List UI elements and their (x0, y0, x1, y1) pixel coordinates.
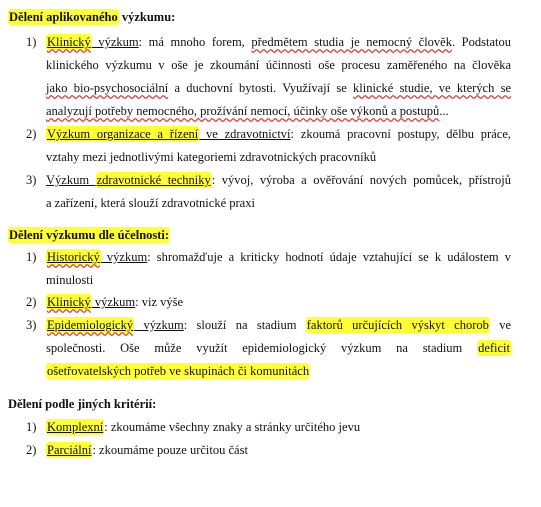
item-line: vztahy mezi jednotlivými kategoriemi zdravotnických pracovníků (46, 150, 377, 164)
item-line: minulosti (46, 273, 94, 287)
list-number: 2) (26, 127, 37, 141)
list-item-historical-research (26, 246, 511, 292)
heading-highlight: Dělení aplikovaného (9, 10, 118, 24)
item-line (46, 291, 511, 314)
list-number: 1) (26, 420, 37, 434)
list-item-partial (26, 439, 511, 462)
term-highlight: Epidemiologický (47, 318, 134, 332)
item-term (46, 126, 291, 142)
list-item-complex (26, 416, 511, 439)
text-highlight: ošetřovatelských potřeb ve skupinách či komunitách (47, 364, 310, 378)
term-highlight: Komplexní (47, 420, 104, 434)
heading-rest: výzkumu: (118, 10, 176, 24)
item-line (46, 77, 511, 100)
term-highlight: Parciální (47, 443, 92, 457)
item-term (46, 419, 104, 435)
list-number: 1) (26, 250, 37, 264)
term-highlight: Výzkum organizace a řízení (47, 127, 199, 141)
item-line: a zařízení, která slouží zdravotnické praxi (46, 196, 255, 210)
list-number: 3) (26, 173, 37, 187)
item-text: : viz výše (135, 295, 184, 309)
item-text: a duchovní bytosti. Využívají se (168, 81, 354, 95)
term-highlight: Historický (47, 250, 100, 264)
item-line: klinického výzkumu v oše je zkoumání účinnosti oše procesu zaměřeného na člověka (46, 58, 511, 72)
heading-highlight: Dělení výzkumu dle účelnosti: (9, 228, 170, 242)
item-text: : zkoumáme všechny znaky a stránky určitého jevu (104, 420, 361, 434)
item-line (46, 123, 511, 146)
section-heading-other-criteria: Dělení podle jiných kritérií: (8, 397, 157, 411)
item-text: : má mnoho forem, (138, 35, 252, 49)
item-text: ve (489, 318, 511, 332)
list-item-clinical-research (26, 31, 511, 123)
item-line (46, 360, 511, 383)
text-highlight: faktorů určujících výskyt chorob (306, 318, 489, 332)
item-line (46, 100, 511, 123)
item-term (46, 34, 139, 50)
list-item-technology-research (26, 169, 511, 215)
item-text: ... (439, 104, 449, 118)
item-text: . Podstatou (451, 35, 511, 49)
item-line (46, 314, 511, 337)
list-item-clinical-research-ref (26, 291, 511, 314)
item-line (46, 169, 511, 192)
item-term (46, 249, 147, 265)
list-number: 2) (26, 295, 37, 309)
item-term (46, 442, 92, 458)
item-term (46, 294, 135, 310)
list-number: 3) (26, 318, 37, 332)
item-text: : zkoumá pracovní postupy, dělbu práce, (290, 127, 511, 141)
item-line (46, 246, 511, 269)
item-term (46, 172, 212, 188)
item-text: : vývoj, výroba a ověřování nových pomůcek, přístrojů (211, 173, 511, 187)
item-text: : slouží na stadium (183, 318, 306, 332)
list-number: 1) (26, 35, 37, 49)
term-rest: výzkum (91, 35, 139, 49)
item-line (46, 337, 511, 360)
item-text: společnosti. Oše může využít epidemiologický výzkum na stadium (46, 341, 478, 355)
section-heading-purpose (8, 228, 170, 243)
item-line (46, 439, 511, 462)
term-rest: výzkum (134, 318, 184, 332)
term-highlight: zdravotnické techniky (96, 173, 211, 187)
list-item-organization-research (26, 123, 511, 169)
item-term (46, 317, 184, 333)
list-number: 2) (26, 443, 37, 457)
term-highlight: Klinický (47, 35, 91, 49)
term-prefix: Výzkum (46, 173, 96, 187)
term-rest: ve zdravotnictví (199, 127, 291, 141)
item-line (46, 31, 511, 54)
term-rest: výzkum (100, 250, 148, 264)
section-heading-applied-research (8, 10, 175, 25)
item-text-spellcheck: jako bio-psychosociální (46, 81, 169, 95)
item-line (46, 416, 511, 439)
term-highlight: Klinický (47, 295, 91, 309)
term-rest: výzkum (91, 295, 136, 309)
item-text-spellcheck: předmětem studia je nemocný člověk (251, 35, 452, 49)
item-text: : shromažďuje a kriticky hodnotí údaje vztahující se k událostem v (147, 250, 511, 264)
item-text-spellcheck: klinické studie, ve kterých se (353, 81, 511, 95)
list-item-epidemiological-research (26, 314, 511, 383)
item-text: : zkoumáme pouze určitou část (92, 443, 248, 457)
text-highlight: deficit (478, 341, 510, 355)
item-text-spellcheck: analyzují potřeby nemocného, prožívání nemocí, účinky oše výkonů a postupů (46, 104, 440, 118)
